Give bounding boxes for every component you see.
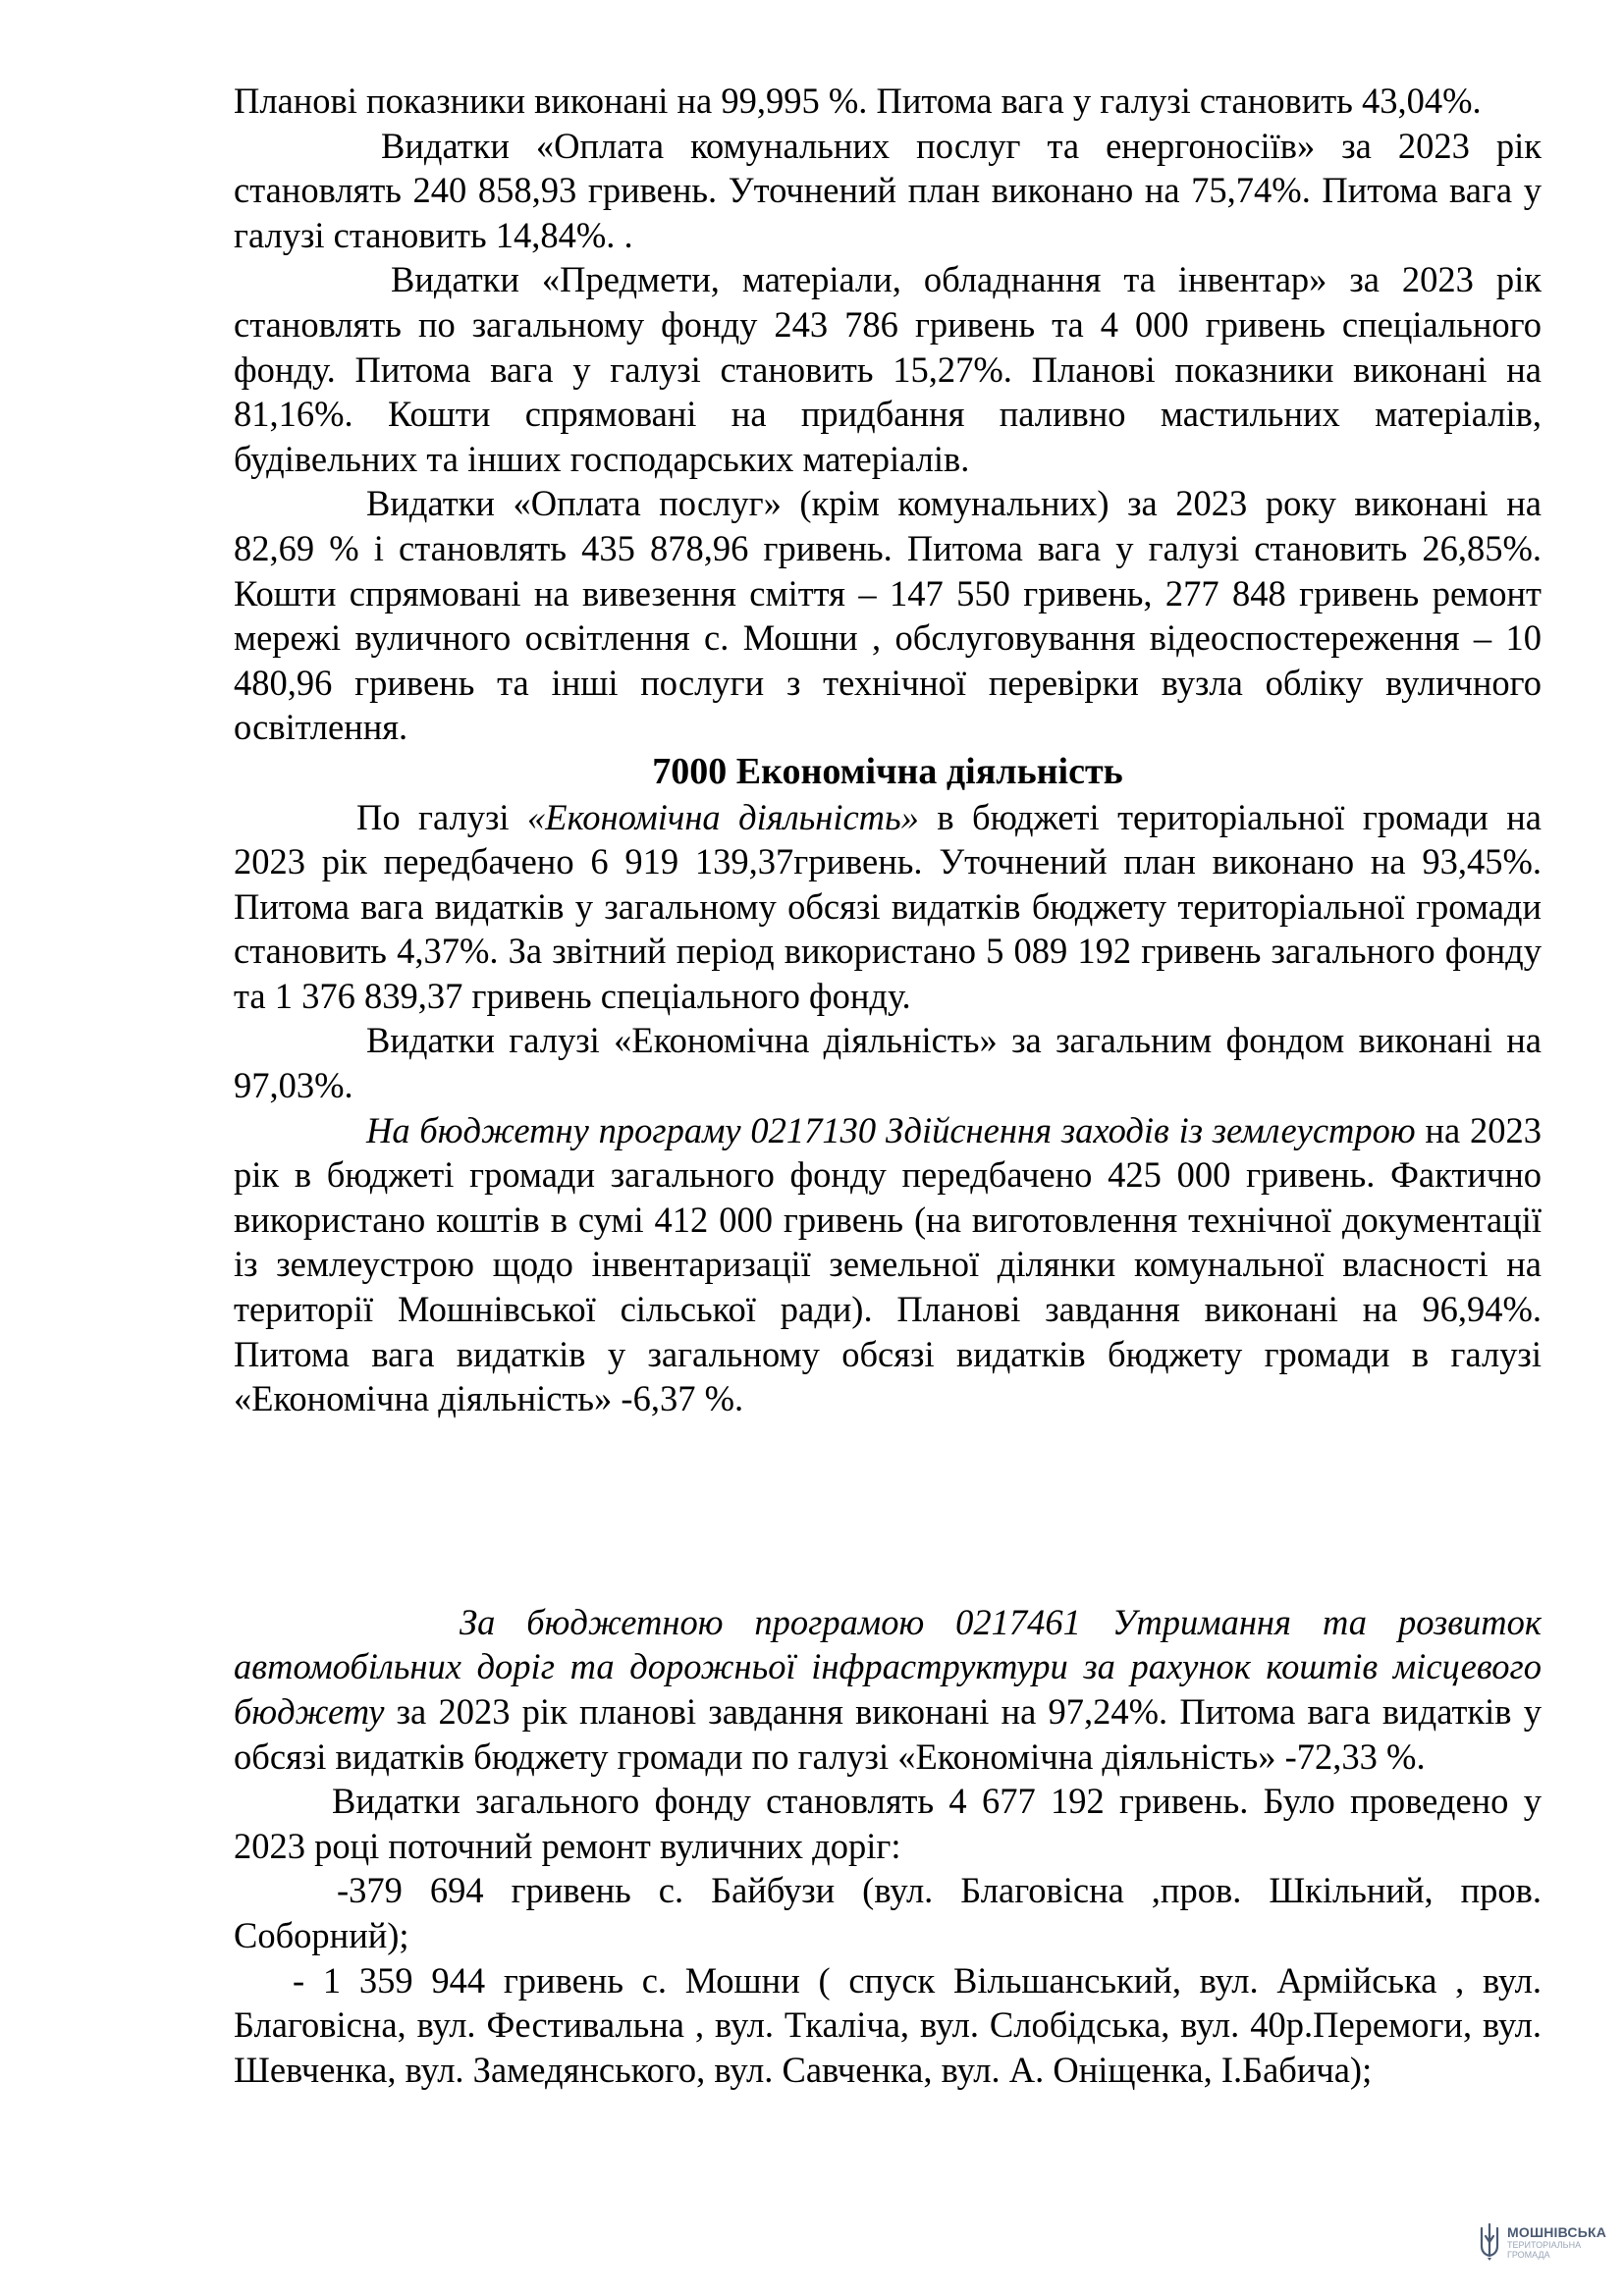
p7-italic: На бюджетну програму 0217130 Здійснення заходів із землеустрою (366, 1109, 1416, 1150)
list-item-baibuzy: -379 694 гривень с. Байбузи (вул. Благовісна ,пров. Шкільний, пров. Соборний); (234, 1870, 1542, 1955)
p5-start: По галузі (356, 796, 528, 837)
paragraph-roads-program (234, 1600, 1542, 1779)
p8-italic: За бюджетною програмою 0217461 Утримання та розвиток автомобільних доріг та дорожньої інфраструктури за рахунок коштів місцевого бюджету (234, 1601, 1542, 1732)
p8-end: за 2023 рік планові завдання виконані на 97,24%. Питома вага видатків у обсязі видатків бюджету громади по галузі «Економічна діяльність» -72,33 %. (234, 1691, 1542, 1777)
section-heading: 7000 Економічна діяльність (652, 750, 1123, 792)
logo-line2: ТЕРИТОРІАЛЬНА (1507, 2239, 1582, 2250)
community-logo (1478, 2216, 1615, 2268)
logo-line3: ГРОМАДА (1507, 2249, 1550, 2260)
paragraph-materials: Видатки «Предмети, матеріали, обладнання та інвентар» за 2023 рік становлять по загальному фонду 243 786 гривень та 4 000 гривень спеціального фонду. Питома вага у галузі становить 15,27%. Планові показники виконані на 81,16%. Кошти спрямовані на придбання паливно мастильних матеріалів, будівельних та інших господарських матеріалів. (234, 259, 1542, 479)
paragraph-land-program (234, 1108, 1542, 1421)
paragraph-economic-activity (234, 795, 1542, 1019)
list-item-moshny: - 1 359 944 гривень с. Мошни ( спуск Вільшанський, вул. Армійська , вул. Благовісна, вул. Фестивальна , вул. Ткаліча, вул. Слобідська, вул. 40р.Перемоги, вул. Шевченка, вул. Замедянського, вул. Савченка, вул. А. Оніщенка, І.Бабича); (234, 1959, 1542, 2090)
document-body (234, 79, 1542, 2092)
paragraph-road-repair: Видатки загального фонду становлять 4 677 192 гривень. Було проведено у 2023 році поточний ремонт вуличних доріг: (234, 1781, 1542, 1866)
paragraph-general-fund: Видатки галузі «Економічна діяльність» за загальним фондом виконані на 97,03%. (234, 1020, 1542, 1106)
paragraph-utilities: Видатки «Оплата комунальних послуг та енергоносіїв» за 2023 рік становлять 240 858,93 гривень. Уточнений план виконано на 75,74%. Питома вага у галузі становить 14,84%. . (234, 125, 1542, 255)
paragraph-services: Видатки «Оплата послуг» (крім комунальних) за 2023 року виконані на 82,69 % і становлять 435 878,96 гривень. Питома вага у галузі становить 26,85%. Кошти спрямовані на вивезення сміття – 147 550 гривень, 277 848 гривень ремонт мережі вуличного освітлення с. Мошни , обслуговування відеоспостереження – 10 480,96 гривень та інші послуги з технічної перевірки вузла обліку вуличного освітлення. (234, 483, 1542, 748)
p5-end: в бюджеті територіальної громади на 2023 рік передбачено 6 919 139,37гривень. Уточнений план виконано на 93,45%. Питома вага видатків у загальному обсязі видатків бюджету територіальної громади становить 4,37%. За звітний період використано 5 089 192 гривень загального фонду та 1 376 839,37 гривень спеціального фонду. (234, 796, 1542, 1016)
logo-line1: МОШНІВСЬКА (1507, 2223, 1607, 2240)
trident-icon (1478, 2222, 1501, 2262)
paragraph-plan-indicators: Планові показники виконані на 99,995 %. Питома вага у галузі становить 43,04%. (234, 80, 1482, 121)
blank-space (234, 1421, 1542, 1600)
p5-italic: «Економічна діяльність» (527, 796, 919, 837)
p7-end: на 2023 рік в бюджеті громади загального фонду передбачено 425 000 гривень. Фактично використано коштів в сумі 412 000 гривень (на виготовлення технічної документації із землеустрою щодо інвентаризації земельної ділянки комунальної власності на території Мошнівської сільської ради). Планові завдання виконані на 96,94%. Питома вага видатків у загальному обсязі видатків бюджету громади в галузі «Економічна діяльність» -6,37 %. (234, 1109, 1542, 1419)
